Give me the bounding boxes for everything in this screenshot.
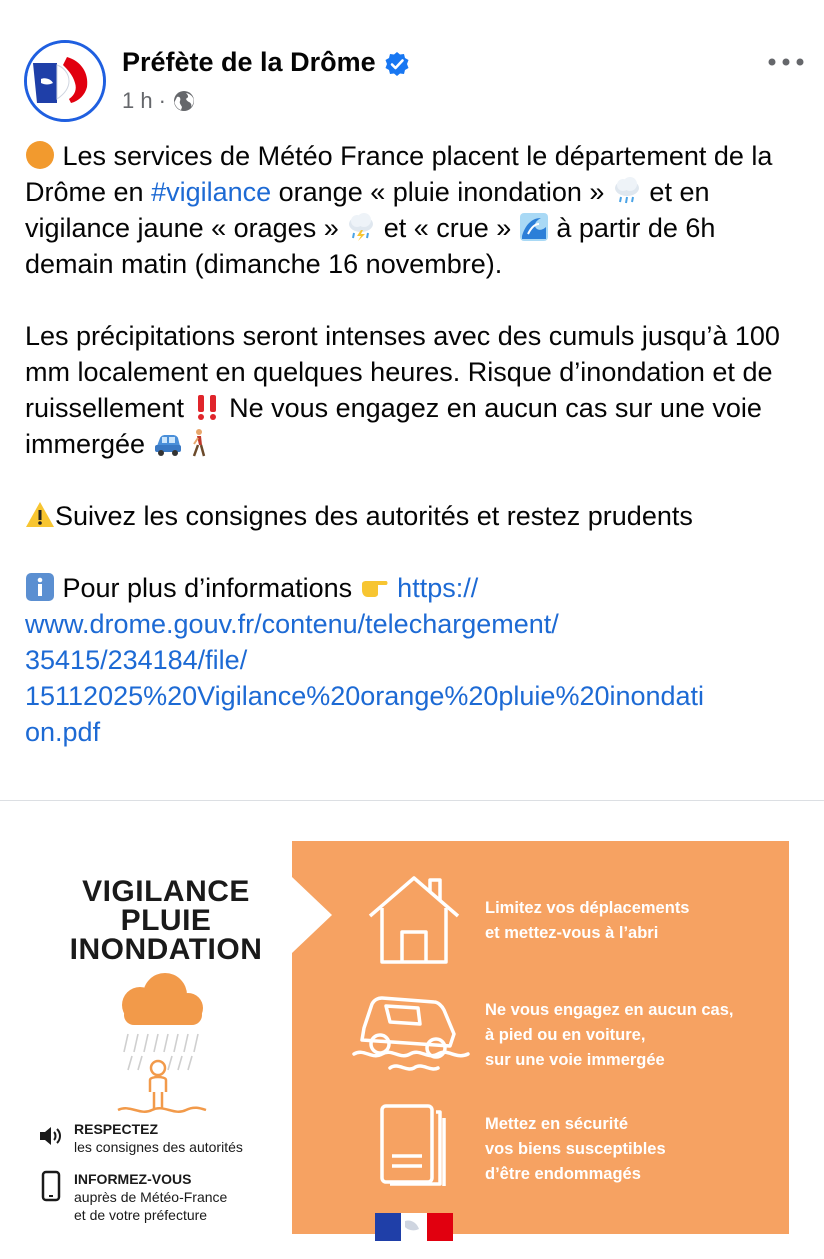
warning-icon: [25, 500, 55, 530]
page-name-text[interactable]: Préfète de la Drôme: [122, 47, 376, 77]
tip-1-line-2: et mettez-vous à l’abri: [485, 924, 659, 942]
p4-text-a: Pour plus d’informations: [55, 573, 360, 603]
thunder-cloud-icon: [346, 212, 376, 242]
paragraph-3: [25, 498, 810, 534]
marianne-logo-icon: [27, 43, 103, 119]
link-part-1[interactable]: https://: [397, 573, 479, 603]
car-in-water-icon: [350, 988, 474, 1074]
tip-3-line-3: d’être endommagés: [485, 1165, 641, 1183]
paragraph-1: [25, 138, 810, 282]
post-text: [25, 138, 810, 750]
meta-separator: ·: [158, 88, 166, 113]
p1-text-e: à partir de 6h demain matin (dimanche 16 novembre).: [25, 213, 716, 279]
post-time[interactable]: 1 h: [122, 88, 153, 113]
phone-icon: [38, 1170, 64, 1202]
tip-2-line-3: sur une voie immergée: [485, 1051, 665, 1069]
documents-icon: [378, 1102, 448, 1188]
hashtag-vigilance[interactable]: #vigilance: [151, 177, 272, 207]
speaker-icon: [38, 1120, 64, 1152]
instr-2-line-1: auprès de Météo-France: [74, 1189, 228, 1205]
p1-text-c: et en vigilance jaune « orages »: [25, 177, 710, 243]
rain-cloud-icon: [612, 176, 642, 206]
link-part-2[interactable]: www.drome.gouv.fr/contenu/telechargement/: [25, 609, 559, 639]
walking-person-icon: [183, 428, 213, 458]
post-image[interactable]: [0, 820, 824, 1259]
pointing-right-icon: [360, 572, 390, 602]
infographic-left-panel: [0, 820, 292, 1259]
link-part-4[interactable]: 15112025%20Vigilance%20orange%20pluie%20inondati: [25, 681, 705, 711]
house-icon: [366, 872, 462, 966]
title-line-1: VIGILANCE: [82, 875, 250, 908]
post-header: [0, 0, 824, 130]
divider: [0, 800, 824, 801]
tip-3-line-1: Mettez en sécurité: [485, 1115, 629, 1133]
link-part-3[interactable]: 35415/234184/file/: [25, 645, 248, 675]
orange-circle-icon: [25, 140, 55, 170]
tip-flooded-road: [485, 998, 785, 1073]
verified-badge-icon: [384, 51, 410, 77]
infographic-title: [32, 877, 300, 964]
more-options-icon[interactable]: [766, 50, 806, 74]
title-line-3: INONDATION: [69, 933, 263, 966]
tip-1-line-1: Limitez vos déplacements: [485, 899, 690, 917]
tip-2-line-1: Ne vous engagez en aucun cas,: [485, 1001, 734, 1019]
panel-notch: [292, 877, 332, 953]
tip-2-line-2: à pied ou en voiture,: [485, 1026, 646, 1044]
republique-francaise-logo-icon: [375, 1213, 453, 1241]
post-meta: [122, 88, 196, 114]
globe-icon[interactable]: [172, 89, 196, 113]
instr-1-text: les consignes des autorités: [74, 1139, 243, 1155]
double-exclamation-icon: [192, 392, 222, 422]
instr-2-title: INFORMEZ-VOUS: [74, 1171, 192, 1187]
p2-text-a: Les précipitations seront intenses avec des cumuls jusqu’à 100 mm localement en quelques heures. Risque d’inondation et de ruissellement: [25, 321, 780, 423]
tip-3-line-2: vos biens susceptibles: [485, 1140, 666, 1158]
page-avatar[interactable]: [24, 40, 106, 122]
p1-text-b: orange « pluie inondation »: [271, 177, 612, 207]
p1-text-d: et « crue »: [376, 213, 519, 243]
paragraph-4: [25, 570, 810, 750]
p1-text-a: Les services de Météo France placent le département de la Drôme en: [25, 141, 773, 207]
title-line-2: PLUIE: [120, 904, 212, 937]
water-wave-icon: [519, 212, 549, 242]
tip-shelter: [485, 896, 785, 946]
car-icon: [153, 428, 183, 458]
p3-text: Suivez les consignes des autorités et restez prudents: [55, 501, 693, 531]
instr-1-title: RESPECTEZ: [74, 1121, 159, 1137]
paragraph-2: [25, 318, 810, 462]
p2-text-b: Ne vous engagez en aucun cas sur une voie immergée: [25, 393, 762, 459]
rain-person-icon: [110, 970, 210, 1120]
link-part-5[interactable]: on.pdf: [25, 717, 101, 747]
instr-2-line-2: et de votre préfecture: [74, 1207, 208, 1223]
info-icon: [25, 572, 55, 602]
page-name[interactable]: [122, 47, 410, 78]
tip-secure-goods: [485, 1112, 785, 1187]
